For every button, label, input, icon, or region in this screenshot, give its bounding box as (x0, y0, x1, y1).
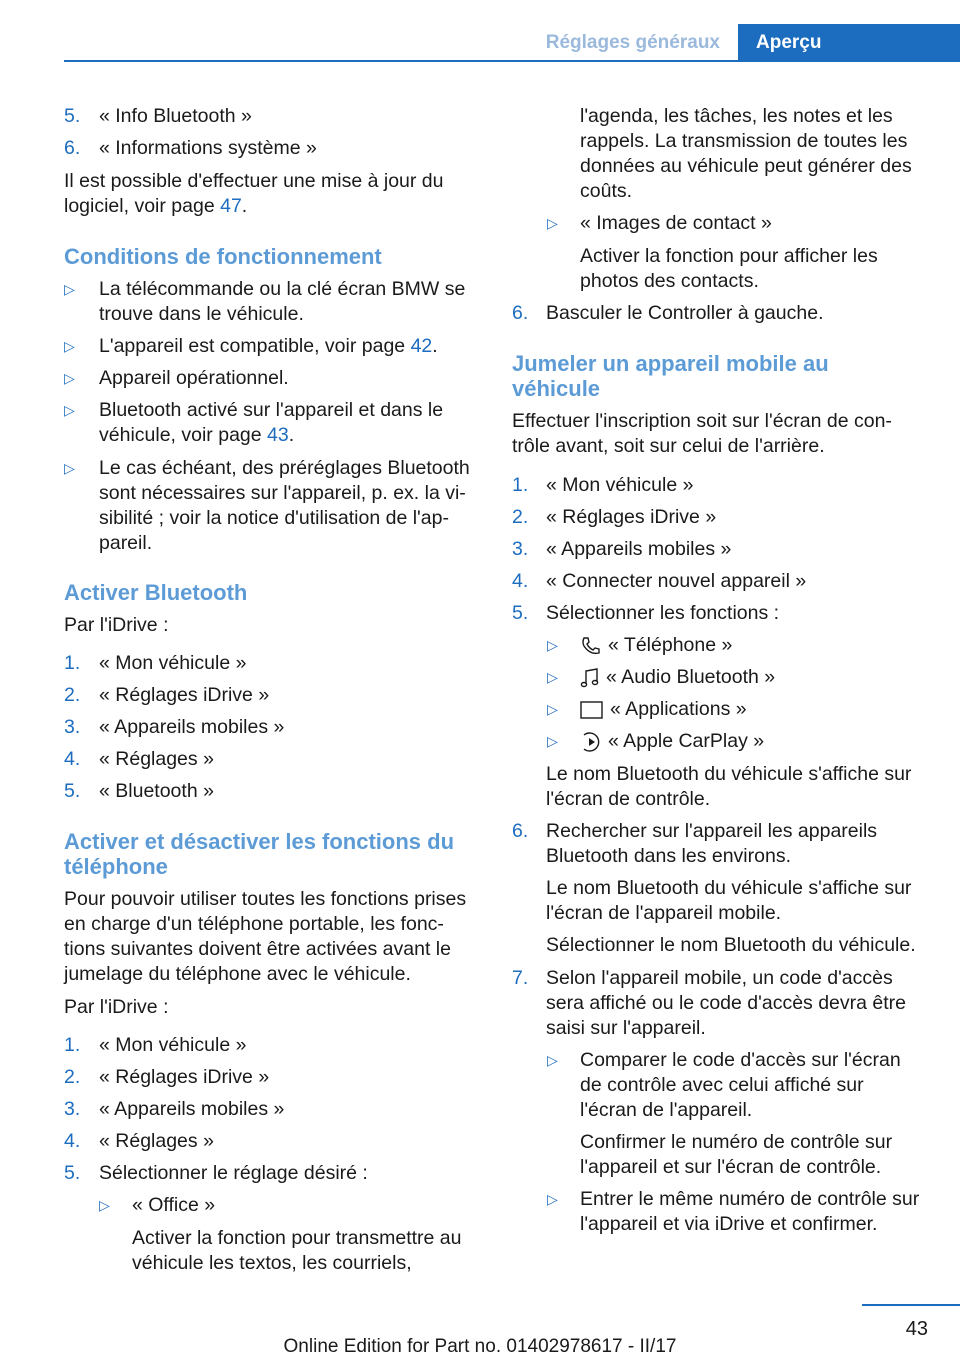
applications-icon (580, 700, 604, 720)
paragraph-line: tions suivantes doivent être activées avant le (64, 938, 451, 960)
bullet-line: trouve dans le véhicule. (99, 303, 304, 325)
bullet-line: « Office » (132, 1194, 216, 1216)
bullet-triangle-icon: ▷ (547, 1191, 558, 1207)
list-number: 6. (64, 137, 81, 159)
header-rule (64, 60, 738, 62)
bullet-line: Activer la fonction pour transmettre au (132, 1227, 462, 1249)
list-number: 2. (512, 506, 529, 528)
paragraph-line: Le nom Bluetooth du véhicule s'affiche sur (546, 763, 912, 785)
function-telephone: « Téléphone » (580, 633, 732, 658)
list-item: Bluetooth dans les environs. (546, 845, 791, 867)
bullet-triangle-icon: ▷ (64, 338, 75, 354)
header-tab-apercu: Aperçu (738, 24, 960, 62)
function-audio-bluetooth: « Audio Bluetooth » (580, 665, 775, 690)
bullet-triangle-icon: ▷ (547, 733, 558, 749)
list-item: « Réglages » (99, 1130, 214, 1152)
list-item: « Appareils mobiles » (99, 1098, 285, 1120)
bullet-triangle-icon: ▷ (64, 370, 75, 386)
list-number: 3. (64, 1098, 81, 1120)
bullet-line: sont nécessaires sur l'appareil, p. ex. la vi- (99, 482, 466, 504)
list-item: sera affiché ou le code d'accès devra être (546, 992, 906, 1014)
function-applications: « Applications » (580, 697, 747, 722)
bullet-line: sibilité ; voir la notice d'utilisation de l'ap- (99, 507, 449, 529)
list-number: 2. (64, 684, 81, 706)
bullet-triangle-icon: ▷ (547, 637, 558, 653)
list-item: « Mon véhicule » (99, 652, 247, 674)
list-item: Rechercher sur l'appareil les appareils (546, 820, 878, 842)
bullet-triangle-icon: ▷ (547, 215, 558, 231)
list-item: Sélectionner les fonctions : (546, 602, 780, 624)
paragraph-line: logiciel, voir page 47. (64, 195, 248, 217)
page-number: 43 (905, 1318, 928, 1340)
bullet-line: Activer la fonction pour afficher les (580, 245, 878, 267)
bullet-triangle-icon: ▷ (64, 281, 75, 297)
list-number: 5. (64, 1162, 81, 1184)
bullet-line: véhicule, voir page 43. (99, 424, 295, 446)
list-number: 5. (512, 602, 529, 624)
bullet-line: coûts. (580, 180, 633, 202)
page-link[interactable]: 43 (267, 424, 289, 446)
list-item: « Bluetooth » (99, 780, 214, 802)
bullet-line: Appareil opérationnel. (99, 367, 289, 389)
bullet-line: photos des contacts. (580, 270, 759, 292)
list-number: 1. (512, 474, 529, 496)
list-number: 1. (64, 1034, 81, 1056)
paragraph-line: jumelage du téléphone avec le véhicule. (64, 963, 411, 985)
bullet-line: rappels. La transmission de toutes les (580, 130, 908, 152)
list-number: 4. (64, 1130, 81, 1152)
list-number: 4. (64, 748, 81, 770)
list-item: « Connecter nouvel appareil » (546, 570, 807, 592)
bullet-line: « Images de contact » (580, 212, 772, 234)
list-item: Basculer le Controller à gauche. (546, 302, 824, 324)
bullet-line: L'appareil est compatible, voir page 42. (99, 335, 438, 357)
list-item: « Mon véhicule » (99, 1034, 247, 1056)
paragraph-line: Il est possible d'effectuer une mise à jour du (64, 170, 444, 192)
section-heading: Jumeler un appareil mobile au (512, 351, 829, 376)
bullet-triangle-icon: ▷ (547, 669, 558, 685)
paragraph-line: Effectuer l'inscription soit sur l'écran de con- (512, 410, 892, 432)
paragraph-line: l'écran de l'appareil mobile. (546, 902, 782, 924)
list-number: 4. (512, 570, 529, 592)
bullet-line: l'appareil et sur l'écran de contrôle. (580, 1156, 882, 1178)
bullet-line: l'écran de l'appareil. (580, 1099, 753, 1121)
list-number: 1. (64, 652, 81, 674)
bullet-line: Le cas échéant, des préréglages Bluetooth (99, 457, 470, 479)
list-item: « Appareils mobiles » (99, 716, 285, 738)
section-heading: Activer Bluetooth (64, 580, 248, 605)
paragraph-line: Par l'iDrive : (64, 614, 169, 636)
bullet-line: de contrôle avec celui affiché sur (580, 1074, 864, 1096)
edition-footer: Online Edition for Part no. 01402978617 - II/17 (283, 1336, 677, 1357)
list-number: 5. (64, 105, 81, 127)
list-item: « Réglages iDrive » (546, 506, 717, 528)
list-item: « Informations système » (99, 137, 317, 159)
bullet-line: l'appareil et via iDrive et confirmer. (580, 1213, 878, 1235)
bullet-line: véhicule les textos, les courriels, (132, 1252, 412, 1274)
list-number: 6. (512, 820, 529, 842)
music-note-icon (580, 667, 600, 689)
bullet-line: Comparer le code d'accès sur l'écran (580, 1049, 901, 1071)
list-item: « Réglages iDrive » (99, 684, 270, 706)
section-heading: téléphone (64, 854, 168, 879)
bullet-line: Confirmer le numéro de contrôle sur (580, 1131, 893, 1153)
list-item: « Réglages iDrive » (99, 1066, 270, 1088)
paragraph-line: Par l'iDrive : (64, 996, 169, 1018)
phone-icon (580, 636, 602, 656)
header-section-title: Réglages généraux (545, 32, 720, 53)
bullet-line: l'agenda, les tâches, les notes et les (580, 105, 893, 127)
bullet-triangle-icon: ▷ (64, 460, 75, 476)
section-heading: Activer et désactiver les fonctions du (64, 829, 455, 854)
list-item: « Appareils mobiles » (546, 538, 732, 560)
paragraph-line: Le nom Bluetooth du véhicule s'affiche sur (546, 877, 912, 899)
function-apple-carplay: « Apple CarPlay » (580, 729, 764, 754)
bullet-line: données au véhicule peut générer des (580, 155, 912, 177)
list-item: saisi sur l'appareil. (546, 1017, 706, 1039)
section-heading: Conditions de fonctionnement (64, 244, 382, 269)
paragraph-line: trôle avant, soit sur celui de l'arrière. (512, 435, 825, 457)
list-number: 5. (64, 780, 81, 802)
list-number: 2. (64, 1066, 81, 1088)
list-item: « Info Bluetooth » (99, 105, 252, 127)
list-number: 3. (64, 716, 81, 738)
list-item: « Réglages » (99, 748, 214, 770)
list-item: Sélectionner le réglage désiré : (99, 1162, 368, 1184)
bullet-line: Bluetooth activé sur l'appareil et dans le (99, 399, 444, 421)
bullet-triangle-icon: ▷ (99, 1197, 110, 1213)
list-number: 3. (512, 538, 529, 560)
paragraph-line: Pour pouvoir utiliser toutes les fonctions prises (64, 888, 467, 910)
section-heading: véhicule (512, 376, 601, 401)
page-link[interactable]: 47 (220, 195, 242, 217)
page-header (0, 24, 960, 62)
page-link[interactable]: 42 (410, 335, 433, 357)
list-number: 7. (512, 967, 529, 989)
bullet-triangle-icon: ▷ (547, 1052, 558, 1068)
list-item: Selon l'appareil mobile, un code d'accès (546, 967, 893, 989)
paragraph-line: en charge d'un téléphone portable, les fonc- (64, 913, 444, 935)
bullet-line: La télécommande ou la clé écran BMW se (99, 278, 466, 300)
carplay-icon (580, 731, 602, 753)
bullet-triangle-icon: ▷ (64, 402, 75, 418)
bullet-line: pareil. (99, 532, 153, 554)
list-number: 6. (512, 302, 529, 324)
footer-rule (862, 1304, 960, 1306)
paragraph-line: l'écran de contrôle. (546, 788, 711, 810)
bullet-triangle-icon: ▷ (547, 701, 558, 717)
list-item: « Mon véhicule » (546, 474, 694, 496)
bullet-line: Entrer le même numéro de contrôle sur (580, 1188, 920, 1210)
paragraph-line: Sélectionner le nom Bluetooth du véhicule. (546, 934, 916, 956)
